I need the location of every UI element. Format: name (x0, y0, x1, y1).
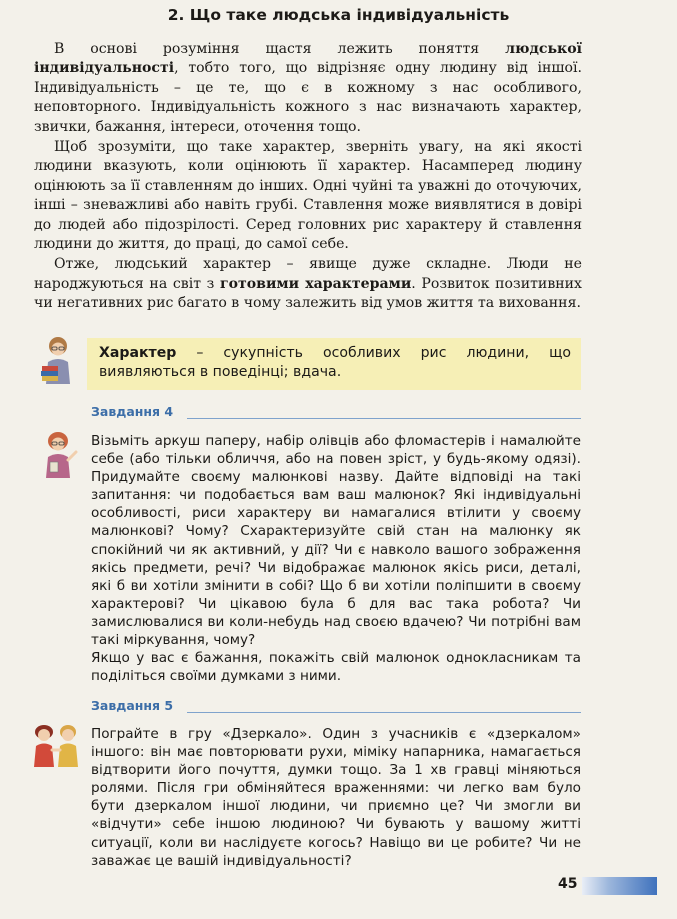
task-4-paragraph-1: Візьміть аркуш паперу, набір олівців або фломастерів і намалюйте себе (або тільки обличчя, або на повен зріст, у будь-якому одязі). Придумайте своєму малюнкові назву. Дайте відповіді на такі запитання: чи подобається вам ваш малюнок? Які індивідуальні особливості, риси характеру ви намагалися втілити у своєму малюнкові? Чому? Схарактеризуйте свій стан на малюнку як спокійний чи як активний, у дії? Чи є навколо вашого зображення якісь предмети, речі? Чи відображає малюнок якісь риси, деталі, які б ви хотіли змінити в собі? Що б ви хотіли поліпшити в своєму характерові? Чи цікавою була б для вас така робота? Чи замислювалися ви коли-небудь над своєю вдачею? Чи потрібні вам такі міркування, чому? (91, 433, 581, 649)
task-4-paragraph-2: Якщо у вас є бажання, покажіть свій малюнок однокласникам та поділіться своїми думками з ними. (91, 650, 581, 685)
page-number: 45 (558, 876, 578, 892)
definition-box (87, 338, 581, 390)
paragraph-2: Щоб зрозуміти, що таке характер, зверніть увагу, на які якості людини вказують, коли оцінюють її характер. Насамперед людину оцінюють за її ставленням до інших. Одні чуйні та уважні до оточуючих, інші – зневажливі або навіть грубі. Ставлення може виявлятися в довірі до людей або підозрілості. Серед головних рис характеру й ставлення людини до життя, до праці, до самої себе. (34, 139, 582, 253)
task-4-text (91, 432, 581, 685)
paragraph-3 (34, 255, 582, 313)
page-number-bar (582, 877, 657, 895)
definition-text (99, 344, 571, 383)
paragraph-1 (34, 40, 582, 137)
definition-body: – сукупність особливих рис людини, що виявляються в поведінці; вдача. (99, 345, 571, 381)
teacher-with-books-icon (36, 336, 76, 386)
paragraph-1-end: , тобто того, що відрізняє одну людину від іншої. Індивідуальність – це те, що є в кожному з нас особливого, неповторного. Індивідуальність кожного з нас визначають характер, звички, бажання, інтереси, оточення тощо. (34, 60, 582, 135)
section-title: 2. Що таке людська індивідуальність (167, 6, 510, 24)
paragraph-3-start: Отже, людський характер – явище дуже складне. Люди не народжуються на світ з (34, 256, 582, 292)
task-5-title: Завдання 5 (91, 698, 174, 713)
teacher-pointing-icon (38, 430, 78, 480)
paragraph-3-term: готовими характерами (220, 275, 412, 292)
paragraph-1-start: В основі розуміння щастя лежить поняття (54, 41, 506, 57)
task-5-paragraph: Пограйте в гру «Дзеркало». Один з учасників є «дзеркалом» іншого: він має повторювати рухи, міміку напарника, намагається відтворити його почуття, думки тощо. За 1 хв гравці міняються ролями. Після гри обміняйтеся враженнями: чи легко вам було бути дзеркалом іншої людини, чи приємно це? Чи змогли ви «відчути» себе іншою людиною? Чи бувають у вашому житті ситуації, коли ви наслідуєте когось? Навіщо ви це робите? Чи не заважає це вашій індивідуальності? (91, 726, 581, 869)
task-4-rule (187, 418, 581, 419)
paragraph-3-end: . Розвиток позитивних чи негативних рис багато в чому залежить від умов життя та виховання. (34, 275, 582, 312)
two-children-icon (30, 722, 82, 768)
task-5-header (91, 698, 581, 716)
definition-term: Характер (99, 345, 177, 361)
task-5-text (91, 725, 581, 870)
task-4-title: Завдання 4 (91, 404, 174, 419)
task-5-rule (187, 712, 581, 713)
main-text (34, 40, 582, 315)
task-4-header (91, 404, 581, 422)
paragraph-1-term: людської індивідуальності (34, 41, 582, 77)
